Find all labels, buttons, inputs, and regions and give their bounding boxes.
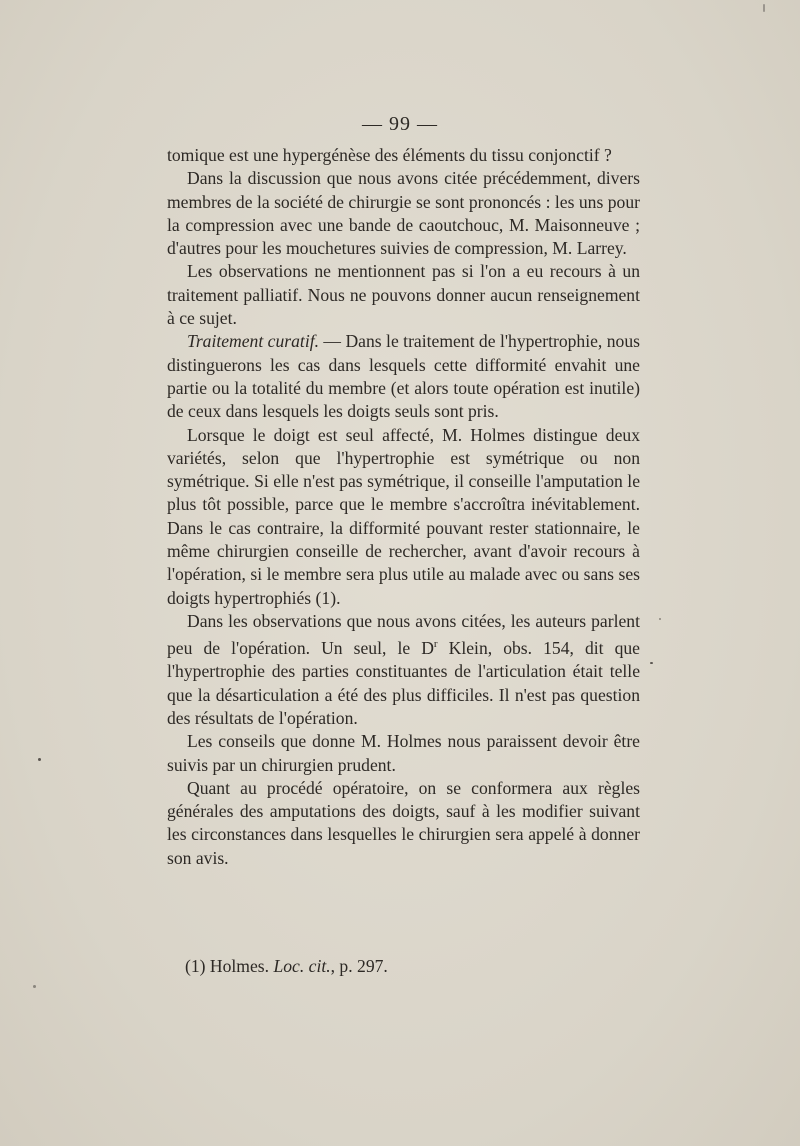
paper-speck xyxy=(38,758,41,761)
klein-text-before: Dans les observations que nous avons citées, les auteurs parlent peu de l'opération. Un seul, le D xyxy=(167,610,640,659)
klein-text-after: Klein, obs. 154, dit que l'hypertrophie des parties constituantes de l'articulation était telle que la désarticulation a été des plus difficiles. Il n'est pas question des résultats de l'opération. xyxy=(167,638,640,728)
paper-speck xyxy=(659,618,661,620)
footnote-citation: Loc. cit. xyxy=(273,956,331,976)
paper-speck xyxy=(763,4,765,12)
paragraph-traitement-curatif xyxy=(167,330,640,423)
doctor-superscript: r xyxy=(433,638,438,651)
paragraph-klein xyxy=(167,610,640,730)
paragraph-procede: Quant au procédé opératoire, on se conformera aux règles générales des amputations des doigts, sauf à les modifier suivant les circonstances dans lesquelles le chirurgien sera appelé à donner son avis. xyxy=(167,777,640,868)
paragraph-observations: Les observations ne mentionnent pas si l'on a eu recours à un traitement palliatif. Nous ne pouvons donner aucun renseignement à ce sujet. xyxy=(167,261,640,329)
paragraph-conseils: Les conseils que donne M. Holmes nous paraissent devoir être suivis par un chirurgien prudent. xyxy=(167,731,640,775)
paragraph-continuation: tomique est une hypergénèse des éléments du tissu conjonctif ? xyxy=(167,145,612,165)
footnote-marker: (1) Holmes. xyxy=(185,956,274,976)
page-number: — 99 — xyxy=(362,113,438,135)
paragraph-discussion: Dans la discussion que nous avons citée précédemment, divers membres de la société de chirurgie se sont prononcés : les uns pour la compression avec une bande de caoutchouc, M. Maisonneuve ; d'autres pour les mouchetures suivies de compression, M. Larrey. xyxy=(167,168,640,259)
footnote-page: , p. 297. xyxy=(330,956,388,976)
section-text: — Dans le traitement de l'hypertrophie, nous distinguerons les cas dans lesquels cette difformité envahit une partie ou la totalité du membre (et alors toute opération est inutile) de ceux dans lesquels les doigts seuls sont pris. xyxy=(167,331,640,422)
section-lead: Traitement curatif. xyxy=(187,331,319,352)
body-text xyxy=(167,144,640,870)
paragraph-holmes: Lorsque le doigt est seul affecté, M. Holmes distingue deux variétés, selon que l'hypertrophie est symétrique ou non symétrique. Si elle n'est pas symétrique, il conseille l'amputation le plus tôt possible, parce que le membre s'accroîtra inévitablement. Dans le cas contraire, la difformité pouvant rester stationnaire, le même chirurgien conseille de rechercher, avant d'avoir recours à l'opération, si le membre sera plus utile au malade avec ou sans ses doigts hypertrophiés (1). xyxy=(167,424,640,608)
paper-speck xyxy=(650,662,653,664)
footnote xyxy=(185,955,645,978)
paper-speck xyxy=(33,985,36,988)
